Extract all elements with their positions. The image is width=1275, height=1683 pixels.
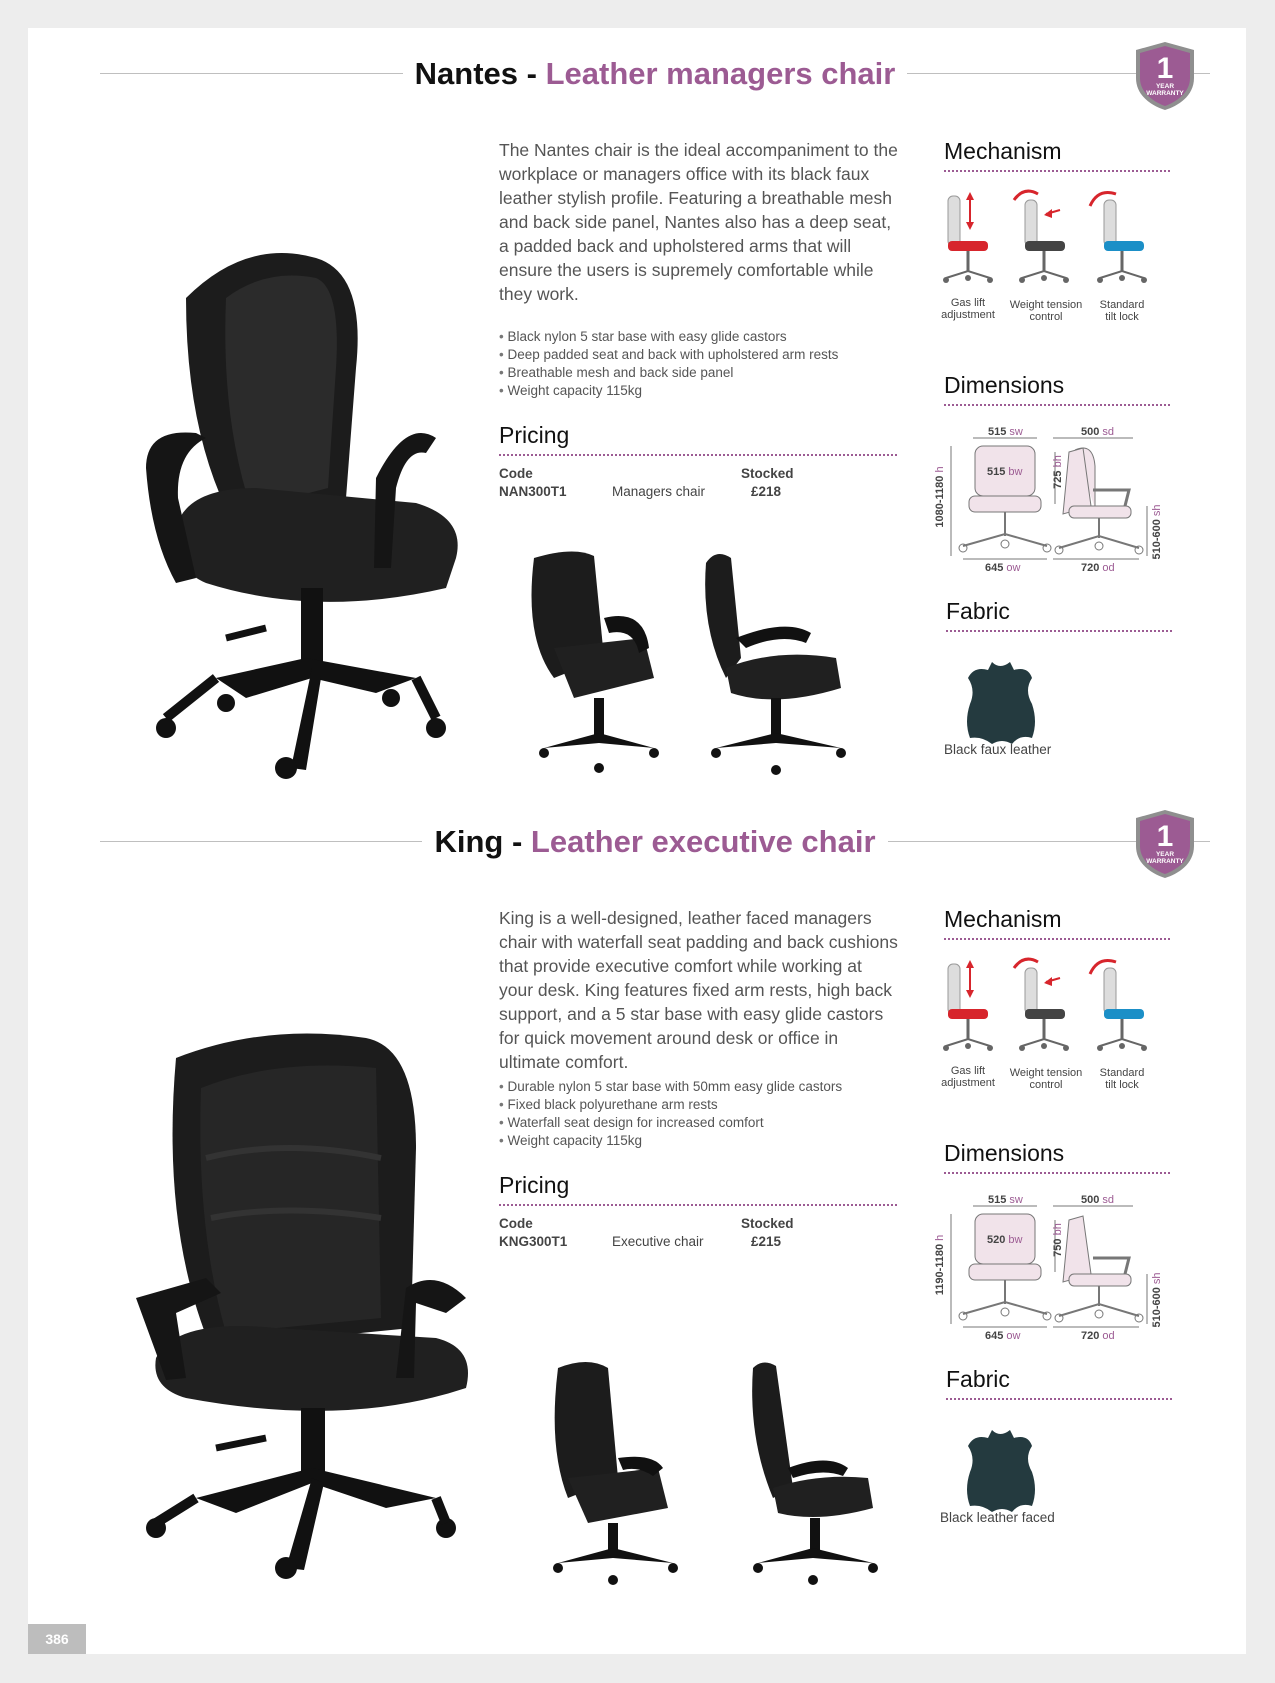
- warranty-badge: [1132, 808, 1198, 880]
- tilt-lock-icon: [1090, 961, 1147, 1052]
- code-header: Code: [499, 466, 533, 481]
- product-title: [100, 822, 1210, 862]
- dimensions-diagram: [933, 1194, 1173, 1354]
- mechanism-heading: Mechanism: [944, 906, 1062, 932]
- product-price: £215: [751, 1234, 782, 1249]
- product-type: Managers chair: [612, 484, 706, 499]
- seat-color-swatch: [948, 241, 988, 251]
- feature-item: • Weight capacity 115kg: [499, 1132, 899, 1150]
- stocked-header: Stocked: [741, 466, 794, 481]
- dim-back-width: 520 bw: [987, 1234, 1023, 1246]
- dotted-rule: [946, 630, 1172, 632]
- dim-seat-depth: 500 sd: [1081, 1194, 1115, 1206]
- chair-back-view-image: [514, 548, 674, 778]
- dim-back-height: 725 bh: [1052, 455, 1064, 489]
- mechanism-label: Gas lift adjustment: [941, 297, 995, 321]
- mechanism-label: Weight tension control: [1009, 299, 1083, 323]
- product-title-row: [100, 824, 1210, 884]
- chair-main-image: [116, 238, 516, 798]
- seat-color-swatch: [1104, 241, 1144, 251]
- dim-overall-depth: 720 od: [1081, 562, 1115, 574]
- seat-color-swatch: [1025, 1009, 1065, 1019]
- feature-item: • Waterfall seat design for increased comfort: [499, 1114, 899, 1132]
- product-title: [100, 54, 1210, 94]
- product-section-king: [28, 818, 1246, 1608]
- dotted-rule: [944, 938, 1170, 940]
- dotted-rule: [944, 1172, 1170, 1174]
- chair-back-view-image: [538, 1358, 698, 1588]
- feature-list: [499, 328, 899, 400]
- feature-item: • Weight capacity 115kg: [499, 382, 899, 400]
- product-subtitle: Leather executive chair: [530, 824, 876, 859]
- pricing-heading: Pricing: [499, 422, 570, 448]
- chair-side-view-image: [748, 1358, 908, 1588]
- dim-seat-depth: 500 sd: [1081, 426, 1115, 438]
- product-section-nantes: [28, 28, 1246, 818]
- dotted-rule: [946, 1398, 1172, 1400]
- leather-swatch-icon: [962, 660, 1040, 746]
- dim-height: 1080-1180 h: [934, 466, 946, 528]
- dim-back-width: 515 bw: [987, 466, 1023, 478]
- product-type: Executive chair: [612, 1234, 704, 1249]
- pricing-heading: Pricing: [499, 1172, 570, 1198]
- dim-seat-width: 515 sw: [988, 426, 1023, 438]
- dim-seat-width: 515 sw: [988, 1194, 1023, 1206]
- warranty-label: YEAR: [1155, 851, 1175, 858]
- product-description: King is a well-designed, leather faced managers chair with waterfall seat padding and back cushions that provide executive comfort while working at your desk. King features fixed arm rests, high back support, and a 5 star base with easy glide castors for quick movement around desk or office in ultimate comfort.: [499, 908, 898, 1072]
- page-number: 386: [28, 1624, 86, 1654]
- warranty-label: WARRANTY: [1146, 858, 1184, 865]
- title-separator: -: [503, 824, 531, 859]
- mechanism-label: Standard tilt lock: [1099, 1067, 1145, 1091]
- fabric-label: Black faux leather: [944, 742, 1052, 757]
- product-title-row: [100, 54, 1210, 94]
- product-name: King: [434, 824, 504, 859]
- gas-lift-icon: [943, 960, 993, 1051]
- dim-overall-width: 645 ow: [985, 562, 1021, 574]
- dotted-rule: [499, 1204, 897, 1206]
- fabric-heading: Fabric: [946, 1366, 1010, 1392]
- dim-seat-height: 510-600 sh: [1151, 504, 1163, 560]
- product-price: £218: [751, 484, 782, 499]
- dotted-rule: [944, 170, 1170, 172]
- tilt-lock-icon: [1090, 193, 1147, 284]
- fabric-heading: Fabric: [946, 598, 1010, 624]
- product-subtitle: Leather managers chair: [545, 56, 896, 91]
- dotted-rule: [499, 454, 897, 456]
- feature-item: • Fixed black polyurethane arm rests: [499, 1096, 899, 1114]
- code-header: Code: [499, 1216, 533, 1231]
- seat-color-swatch: [1025, 241, 1065, 251]
- dotted-rule: [944, 404, 1170, 406]
- feature-item: • Black nylon 5 star base with easy glide castors: [499, 328, 899, 346]
- gas-lift-icon: [943, 192, 993, 283]
- product-code: NAN300T1: [499, 484, 567, 499]
- stocked-header: Stocked: [741, 1216, 794, 1231]
- seat-color-swatch: [1104, 1009, 1144, 1019]
- title-separator: -: [518, 56, 546, 91]
- fabric-label: Black leather faced: [940, 1510, 1055, 1525]
- warranty-label: YEAR: [1155, 83, 1175, 90]
- warranty-badge: [1132, 40, 1198, 112]
- mechanism-label: Gas lift adjustment: [941, 1065, 995, 1089]
- product-name: Nantes: [414, 56, 519, 91]
- feature-item: • Durable nylon 5 star base with 50mm easy glide castors: [499, 1078, 899, 1096]
- dim-overall-depth: 720 od: [1081, 1330, 1115, 1342]
- mechanism-heading: Mechanism: [944, 138, 1062, 164]
- product-code: KNG300T1: [499, 1234, 568, 1249]
- warranty-number: 1: [1156, 52, 1174, 85]
- dim-back-height: 750 bh: [1052, 1223, 1064, 1257]
- dim-height: 1190-1180 h: [934, 1234, 946, 1296]
- leather-swatch-icon: [962, 1428, 1040, 1514]
- dim-overall-width: 645 ow: [985, 1330, 1021, 1342]
- chair-side-view-image: [696, 548, 856, 778]
- feature-list: [499, 1078, 899, 1150]
- warranty-label: WARRANTY: [1146, 90, 1184, 97]
- feature-item: • Deep padded seat and back with upholstered arm rests: [499, 346, 899, 364]
- dim-seat-height: 510-600 sh: [1151, 1272, 1163, 1328]
- product-description: The Nantes chair is the ideal accompaniment to the workplace or managers office with its black faux leather stylish profile. Featuring a breathable mesh and back side panel, Nantes also has a deep seat, a padded back and upholstered arms that will ensure the users is supremely comfortable while they work.: [499, 140, 898, 304]
- dimensions-heading: Dimensions: [944, 372, 1065, 398]
- feature-item: • Breathable mesh and back side panel: [499, 364, 899, 382]
- chair-main-image: [116, 1028, 516, 1588]
- weight-tension-icon: [1014, 191, 1069, 283]
- dimensions-diagram: [933, 426, 1173, 586]
- dimensions-heading: Dimensions: [944, 1140, 1065, 1166]
- warranty-number: 1: [1156, 820, 1174, 853]
- mechanism-label: Standard tilt lock: [1099, 299, 1145, 323]
- mechanism-label: Weight tension control: [1009, 1067, 1083, 1091]
- seat-color-swatch: [948, 1009, 988, 1019]
- weight-tension-icon: [1014, 959, 1069, 1051]
- catalog-page: [28, 28, 1246, 1654]
